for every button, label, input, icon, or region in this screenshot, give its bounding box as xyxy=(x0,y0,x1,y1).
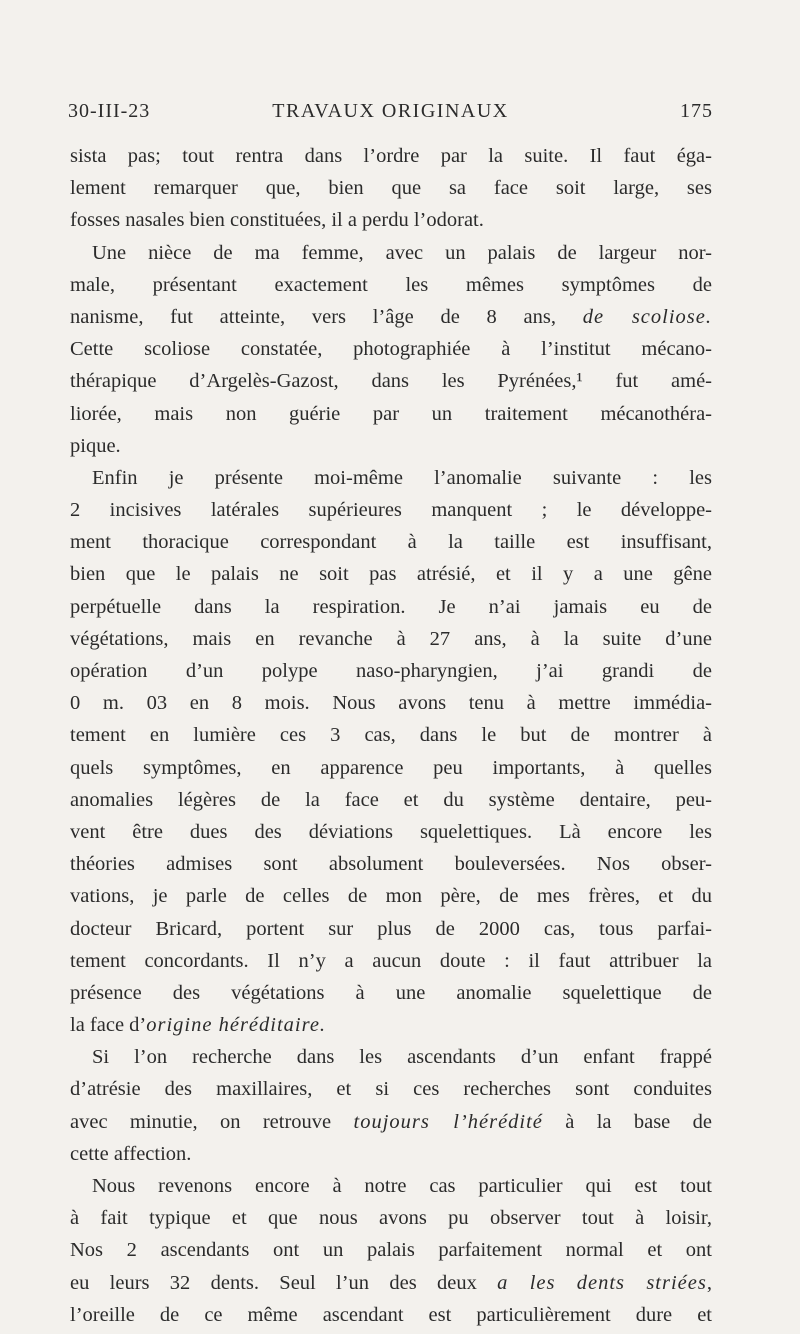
text-segment: Si l’on recherche dans les ascendants d’un enfant frappé xyxy=(92,1046,712,1069)
italic-text: toujours l’hérédité xyxy=(353,1110,543,1133)
text-segment: 0 m. 03 en 8 mois. Nous avons tenu à mettre immédia- xyxy=(70,692,712,715)
text-segment: Cette scoliose constatée, photographiée à l’institut mécano- xyxy=(70,338,712,361)
text-line xyxy=(70,752,712,784)
text-line xyxy=(70,687,712,719)
text-segment: 2 incisives latérales supérieures manquent ; le développe- xyxy=(70,499,712,522)
text-line xyxy=(70,591,712,623)
text-line xyxy=(70,494,712,526)
text-segment: docteur Bricard, portent sur plus de 2000 cas, tous parfai- xyxy=(70,917,712,940)
header-issue-date: 30-III-23 xyxy=(68,100,151,122)
text-segment: tement concordants. Il n’y a aucun doute : il faut attribuer la xyxy=(70,949,712,972)
text-segment: végétations, mais en revanche à 27 ans, à la suite d’une xyxy=(70,627,712,650)
text-segment: opération d’un polype naso-pharyngien, j’ai grandi de xyxy=(70,660,712,682)
text-line xyxy=(70,913,712,945)
text-segment: perpétuelle dans la respiration. Je n’ai jamais eu de xyxy=(70,595,712,618)
text-segment: Une nièce de ma femme, avec un palais de largeur nor- xyxy=(92,241,712,264)
text-line xyxy=(70,172,712,204)
text-line xyxy=(70,623,712,655)
text-segment: vations, je parle de celles de mon père, de mes frères, et du xyxy=(70,885,712,908)
text-segment: Nos 2 ascendants ont un palais parfaitement normal et ont xyxy=(70,1239,712,1262)
text-line xyxy=(70,365,712,397)
text-segment: à la base de xyxy=(542,1110,712,1133)
text-line xyxy=(70,1299,712,1331)
italic-text: de scoliose. xyxy=(582,305,712,328)
text-segment: à fait typique et que nous avons pu observer tout à loisir, xyxy=(70,1207,712,1230)
text-line xyxy=(70,1009,712,1041)
text-segment: vent être dues des déviations squelettiques. Là encore les xyxy=(70,820,712,843)
text-line xyxy=(70,462,712,494)
text-segment: eu leurs 32 dents. Seul l’un des deux xyxy=(70,1271,498,1294)
text-line xyxy=(70,430,712,462)
text-line xyxy=(70,1138,712,1170)
text-line xyxy=(70,301,712,333)
text-line xyxy=(70,140,712,172)
text-segment: avec minutie, on retrouve xyxy=(70,1110,354,1133)
text-segment: théories admises sont absolument bouleversées. Nos obser- xyxy=(70,853,712,876)
text-line xyxy=(70,1041,712,1073)
body-text xyxy=(70,140,712,1331)
text-line xyxy=(70,1170,712,1202)
text-line xyxy=(70,784,712,816)
text-segment: Nous revenons encore à notre cas particulier qui est tout xyxy=(92,1175,712,1197)
text-line xyxy=(70,558,712,590)
text-line xyxy=(70,1267,712,1299)
text-segment: , xyxy=(706,1271,712,1294)
text-segment: anomalies légères de la face et du système dentaire, peu- xyxy=(70,788,712,811)
text-line xyxy=(70,398,712,430)
text-line xyxy=(70,1106,712,1138)
text-segment: nanisme, fut atteinte, vers l’âge de 8 ans, xyxy=(70,305,583,328)
text-segment: la face d’ xyxy=(70,1014,147,1037)
text-segment: d’atrésie des maxillaires, et si ces recherches sont conduites xyxy=(70,1078,712,1101)
text-line xyxy=(70,1202,712,1234)
text-line xyxy=(70,945,712,977)
text-segment: tement en lumière ces 3 cas, dans le but de montrer à xyxy=(70,724,712,747)
text-line xyxy=(70,655,712,687)
italic-text: a les dents striées xyxy=(497,1271,707,1294)
text-segment: liorée, mais non guérie par un traitement mécanothéra- xyxy=(70,402,712,425)
text-line xyxy=(70,719,712,751)
text-line xyxy=(70,333,712,365)
text-segment: Enfin je présente moi-même l’anomalie suivante : les xyxy=(92,466,712,489)
text-segment: sista pas; tout rentra dans l’ordre par la suite. Il faut éga- xyxy=(70,145,712,167)
text-segment: bien que le palais ne soit pas atrésié, et il y a une gêne xyxy=(70,563,712,586)
text-line xyxy=(70,977,712,1009)
text-segment: quels symptômes, en apparence peu importants, à quelles xyxy=(70,756,712,779)
text-line xyxy=(70,269,712,301)
text-segment: l’oreille de ce même ascendant est particulièrement dure et xyxy=(70,1303,712,1326)
text-segment: présence des végétations à une anomalie squelettique de xyxy=(70,981,712,1004)
text-line xyxy=(70,848,712,880)
text-line xyxy=(70,1073,712,1105)
text-segment: lement remarquer que, bien que sa face soit large, ses xyxy=(70,177,712,200)
italic-text: origine héréditaire. xyxy=(146,1014,327,1037)
text-line xyxy=(70,880,712,912)
text-segment: thérapique d’Argelès-Gazost, dans les Pyrénées,¹ fut amé- xyxy=(70,370,712,393)
text-segment: cette affection. xyxy=(70,1142,192,1165)
page-number: 175 xyxy=(680,100,713,122)
text-segment: pique. xyxy=(70,434,121,457)
running-header xyxy=(68,100,713,130)
text-line xyxy=(70,1234,712,1266)
text-line xyxy=(70,204,712,236)
text-segment: male, présentant exactement les mêmes symptômes de xyxy=(70,273,712,296)
text-line xyxy=(70,526,712,558)
header-section-title: TRAVAUX ORIGINAUX xyxy=(272,100,509,122)
text-segment: ment thoracique correspondant à la taille est insuffisant, xyxy=(70,531,712,554)
text-segment: fosses nasales bien constituées, il a perdu l’odorat. xyxy=(70,209,484,232)
text-line xyxy=(70,237,712,269)
text-line xyxy=(70,816,712,848)
